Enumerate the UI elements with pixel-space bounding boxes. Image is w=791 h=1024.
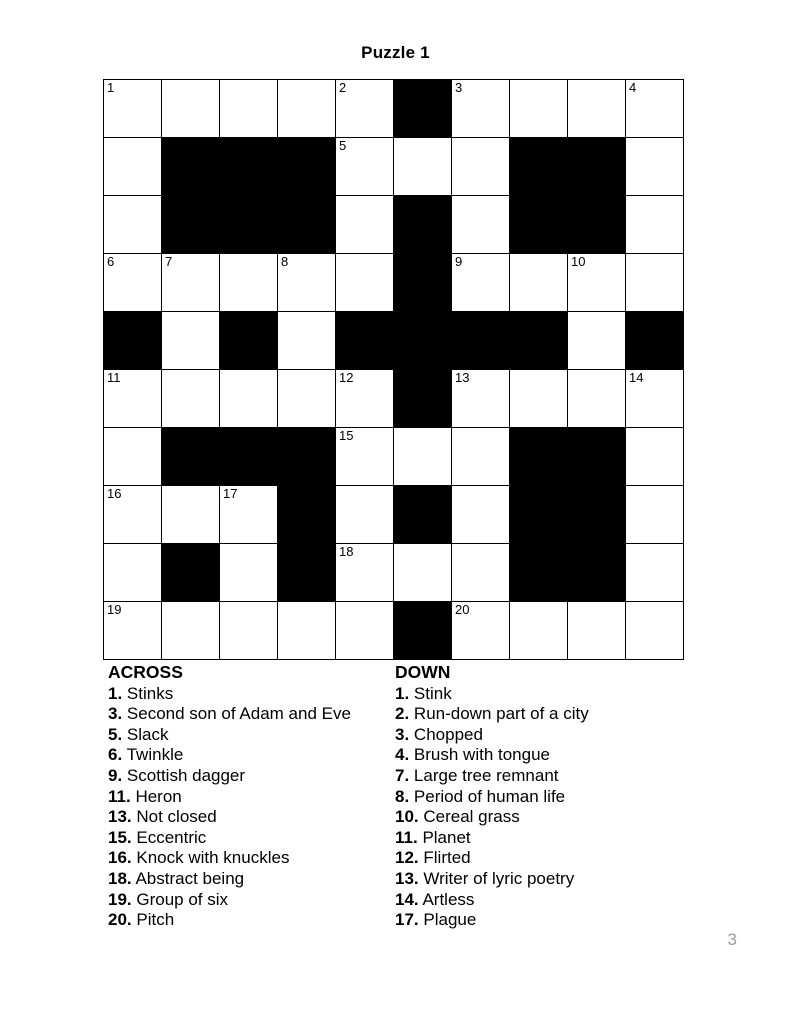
clue-item bbox=[395, 910, 695, 931]
grid-cell[interactable] bbox=[336, 602, 394, 660]
clue-text: Planet bbox=[422, 827, 471, 847]
grid-cell[interactable] bbox=[452, 428, 510, 486]
clue-number: 15. bbox=[108, 827, 132, 847]
grid-cell[interactable] bbox=[452, 486, 510, 544]
clue-text: Stinks bbox=[126, 683, 174, 703]
grid-cell-number: 10 bbox=[571, 254, 586, 269]
clue-number: 16. bbox=[108, 848, 132, 868]
grid-cell-number: 7 bbox=[165, 254, 173, 269]
grid-cell-block bbox=[162, 544, 220, 602]
grid-cell[interactable] bbox=[510, 254, 568, 312]
grid-cell[interactable] bbox=[510, 370, 568, 428]
clue-text: Heron bbox=[135, 786, 182, 806]
grid-cell[interactable] bbox=[452, 254, 510, 312]
grid-cell[interactable] bbox=[626, 544, 684, 602]
grid-cell-block bbox=[162, 138, 220, 196]
clue-text: Run-down part of a city bbox=[413, 704, 589, 724]
clue-item bbox=[395, 745, 695, 766]
grid-cell-number: 2 bbox=[339, 80, 347, 95]
clues-down-column bbox=[395, 662, 695, 931]
grid-cell[interactable] bbox=[452, 370, 510, 428]
page-title: Puzzle 1 bbox=[361, 43, 430, 62]
grid-cell-number: 9 bbox=[455, 254, 463, 269]
grid-cell-block bbox=[394, 254, 452, 312]
clue-number: 10. bbox=[395, 807, 419, 827]
grid-cell-block bbox=[220, 312, 278, 370]
clue-number: 1. bbox=[108, 683, 123, 703]
clue-item bbox=[108, 910, 393, 931]
grid-cell[interactable] bbox=[104, 486, 162, 544]
grid-cell[interactable] bbox=[162, 254, 220, 312]
grid-cell-block bbox=[394, 370, 452, 428]
clue-item bbox=[395, 787, 695, 808]
clue-text: Plague bbox=[423, 910, 477, 930]
clue-number: 20. bbox=[108, 910, 132, 930]
clue-text: Brush with tongue bbox=[413, 745, 551, 765]
clue-number: 5. bbox=[108, 724, 123, 744]
grid-cell[interactable] bbox=[162, 602, 220, 660]
grid-cell-block bbox=[510, 486, 568, 544]
grid-cell[interactable] bbox=[452, 80, 510, 138]
grid-cell[interactable] bbox=[336, 254, 394, 312]
clue-number: 7. bbox=[395, 765, 410, 785]
clue-number: 4. bbox=[395, 745, 410, 765]
grid-cell[interactable] bbox=[278, 254, 336, 312]
grid-row bbox=[104, 602, 684, 660]
grid-cell-number: 15 bbox=[339, 428, 354, 443]
grid-cell[interactable] bbox=[162, 486, 220, 544]
clue-number: 14. bbox=[395, 889, 419, 909]
clue-item bbox=[108, 807, 393, 828]
clue-text: Group of six bbox=[136, 889, 229, 909]
grid-row bbox=[104, 486, 684, 544]
clue-text: Not closed bbox=[136, 807, 217, 827]
grid-cell[interactable] bbox=[394, 544, 452, 602]
grid-cell-block bbox=[510, 312, 568, 370]
grid-cell[interactable] bbox=[336, 486, 394, 544]
clue-number: 18. bbox=[108, 868, 132, 888]
clue-text: Twinkle bbox=[126, 745, 184, 765]
clue-text: Abstract being bbox=[135, 868, 245, 888]
grid-cell-block bbox=[510, 196, 568, 254]
clue-number: 1. bbox=[395, 683, 410, 703]
clues-down-heading: DOWN bbox=[395, 662, 451, 682]
clue-item bbox=[395, 725, 695, 746]
grid-cell[interactable] bbox=[568, 254, 626, 312]
clue-number: 13. bbox=[395, 868, 419, 888]
grid-cell[interactable] bbox=[568, 312, 626, 370]
grid-cell-number: 8 bbox=[281, 254, 289, 269]
clue-item bbox=[108, 890, 393, 911]
grid-cell[interactable] bbox=[220, 370, 278, 428]
clue-number: 3. bbox=[395, 724, 410, 744]
clue-text: Writer of lyric poetry bbox=[423, 868, 575, 888]
clue-item bbox=[395, 848, 695, 869]
grid-cell[interactable] bbox=[626, 138, 684, 196]
clue-text: Stink bbox=[413, 683, 452, 703]
grid-cell[interactable] bbox=[626, 254, 684, 312]
grid-cell[interactable] bbox=[568, 80, 626, 138]
grid-cell-number: 11 bbox=[107, 370, 121, 385]
clues-across-list bbox=[108, 684, 393, 931]
grid-cell[interactable] bbox=[104, 254, 162, 312]
grid-cell-block bbox=[394, 486, 452, 544]
grid-cell[interactable] bbox=[162, 80, 220, 138]
clue-text: Slack bbox=[126, 724, 169, 744]
clue-text: Chopped bbox=[413, 724, 483, 744]
grid-cell-block bbox=[568, 544, 626, 602]
grid-cell[interactable] bbox=[220, 486, 278, 544]
clue-number: 11. bbox=[108, 786, 131, 806]
clue-item bbox=[395, 766, 695, 787]
grid-cell[interactable] bbox=[220, 80, 278, 138]
clue-item bbox=[395, 704, 695, 725]
clue-item bbox=[395, 890, 695, 911]
grid-cell[interactable] bbox=[104, 80, 162, 138]
grid-cell[interactable] bbox=[104, 196, 162, 254]
clue-text: Scottish dagger bbox=[126, 765, 246, 785]
grid-cell[interactable] bbox=[626, 80, 684, 138]
grid-cell[interactable] bbox=[452, 602, 510, 660]
clue-item bbox=[395, 828, 695, 849]
clue-text: Flirted bbox=[423, 848, 471, 868]
clue-text: Large tree remnant bbox=[413, 765, 559, 785]
grid-cell-number: 20 bbox=[455, 602, 470, 617]
clue-item bbox=[108, 787, 393, 808]
clue-item bbox=[108, 828, 393, 849]
grid-cell[interactable] bbox=[626, 486, 684, 544]
grid-cell[interactable] bbox=[452, 138, 510, 196]
grid-cell-block bbox=[568, 138, 626, 196]
grid-cell-block bbox=[220, 138, 278, 196]
crossword-grid[interactable] bbox=[103, 79, 684, 660]
clue-item bbox=[108, 704, 393, 725]
clues-across-column bbox=[108, 662, 393, 931]
clue-text: Period of human life bbox=[413, 786, 566, 806]
clue-number: 3. bbox=[108, 704, 123, 724]
grid-cell-block bbox=[278, 196, 336, 254]
grid-cell-block bbox=[452, 312, 510, 370]
clue-number: 13. bbox=[108, 807, 132, 827]
grid-cell[interactable] bbox=[626, 428, 684, 486]
grid-cell-block bbox=[162, 428, 220, 486]
clues-across-heading: ACROSS bbox=[108, 662, 183, 682]
grid-cell[interactable] bbox=[278, 80, 336, 138]
grid-row bbox=[104, 544, 684, 602]
grid-cell[interactable] bbox=[394, 138, 452, 196]
grid-cell[interactable] bbox=[336, 138, 394, 196]
grid-cell-block bbox=[510, 138, 568, 196]
clue-number: 19. bbox=[108, 889, 132, 909]
grid-cell-block bbox=[568, 486, 626, 544]
grid-cell[interactable] bbox=[626, 196, 684, 254]
grid-cell[interactable] bbox=[568, 370, 626, 428]
grid-cell-block bbox=[510, 428, 568, 486]
grid-cell-block bbox=[568, 428, 626, 486]
grid-cell-block bbox=[104, 312, 162, 370]
grid-cell-block bbox=[394, 312, 452, 370]
grid-row bbox=[104, 428, 684, 486]
grid-cell-number: 3 bbox=[455, 80, 463, 95]
grid-cell[interactable] bbox=[336, 428, 394, 486]
clue-number: 9. bbox=[108, 765, 123, 785]
grid-cell[interactable] bbox=[162, 312, 220, 370]
grid-row bbox=[104, 370, 684, 428]
clue-number: 12. bbox=[395, 848, 419, 868]
clue-text: Artless bbox=[422, 889, 475, 909]
grid-cell-number: 18 bbox=[339, 544, 354, 559]
grid-cell-block bbox=[278, 486, 336, 544]
grid-cell-block bbox=[278, 428, 336, 486]
grid-cell[interactable] bbox=[278, 602, 336, 660]
grid-cell[interactable] bbox=[336, 80, 394, 138]
crossword-grid-table[interactable] bbox=[103, 79, 684, 660]
grid-cell-block bbox=[162, 196, 220, 254]
grid-cell[interactable] bbox=[220, 602, 278, 660]
clue-item bbox=[108, 684, 393, 705]
grid-row bbox=[104, 254, 684, 312]
clue-number: 6. bbox=[108, 745, 123, 765]
clue-item bbox=[108, 766, 393, 787]
grid-cell[interactable] bbox=[162, 370, 220, 428]
clue-number: 11. bbox=[395, 827, 418, 847]
grid-cell[interactable] bbox=[336, 544, 394, 602]
clues-down-list bbox=[395, 684, 695, 931]
grid-cell[interactable] bbox=[278, 370, 336, 428]
grid-cell-number: 19 bbox=[107, 602, 122, 617]
grid-cell[interactable] bbox=[220, 254, 278, 312]
grid-cell[interactable] bbox=[104, 428, 162, 486]
grid-cell[interactable] bbox=[104, 370, 162, 428]
grid-cell-block bbox=[220, 428, 278, 486]
grid-cell-number: 12 bbox=[339, 370, 354, 385]
clue-item bbox=[108, 745, 393, 766]
grid-cell[interactable] bbox=[452, 196, 510, 254]
clue-number: 2. bbox=[395, 704, 410, 724]
grid-cell-block bbox=[394, 602, 452, 660]
grid-cell-block bbox=[394, 196, 452, 254]
grid-cell[interactable] bbox=[626, 370, 684, 428]
clue-item bbox=[108, 725, 393, 746]
clue-text: Second son of Adam and Eve bbox=[126, 704, 351, 724]
grid-cell-block bbox=[220, 196, 278, 254]
grid-cell[interactable] bbox=[278, 312, 336, 370]
grid-cell[interactable] bbox=[104, 544, 162, 602]
clue-number: 8. bbox=[395, 786, 410, 806]
clue-text: Pitch bbox=[136, 910, 175, 930]
grid-cell[interactable] bbox=[104, 138, 162, 196]
grid-cell-number: 16 bbox=[107, 486, 122, 501]
grid-cell-block bbox=[336, 312, 394, 370]
crossword-grid-body bbox=[104, 80, 684, 660]
grid-row bbox=[104, 138, 684, 196]
grid-cell[interactable] bbox=[336, 196, 394, 254]
clue-item bbox=[395, 684, 695, 705]
grid-cell-number: 6 bbox=[107, 254, 115, 269]
clue-item bbox=[108, 848, 393, 869]
grid-cell-number: 4 bbox=[629, 80, 637, 95]
grid-cell-block bbox=[278, 138, 336, 196]
clue-item bbox=[395, 869, 695, 890]
grid-cell-number: 17 bbox=[223, 486, 238, 501]
grid-cell[interactable] bbox=[220, 544, 278, 602]
grid-cell[interactable] bbox=[452, 544, 510, 602]
grid-cell[interactable] bbox=[568, 602, 626, 660]
clue-item bbox=[395, 807, 695, 828]
grid-cell[interactable] bbox=[510, 602, 568, 660]
grid-cell-number: 1 bbox=[107, 80, 115, 95]
clue-number: 17. bbox=[395, 910, 419, 930]
grid-cell[interactable] bbox=[626, 602, 684, 660]
grid-cell-number: 14 bbox=[629, 370, 644, 385]
clue-text: Knock with knuckles bbox=[136, 848, 290, 868]
grid-row bbox=[104, 196, 684, 254]
grid-cell-number: 13 bbox=[455, 370, 470, 385]
grid-cell[interactable] bbox=[104, 602, 162, 660]
grid-cell-block bbox=[568, 196, 626, 254]
grid-cell-block bbox=[510, 544, 568, 602]
grid-cell-number: 5 bbox=[339, 138, 347, 153]
page-number: 3 bbox=[727, 930, 737, 949]
grid-row bbox=[104, 80, 684, 138]
grid-cell[interactable] bbox=[510, 80, 568, 138]
grid-cell-block bbox=[394, 80, 452, 138]
clue-text: Eccentric bbox=[136, 827, 207, 847]
grid-cell-block bbox=[278, 544, 336, 602]
grid-cell[interactable] bbox=[394, 428, 452, 486]
grid-cell[interactable] bbox=[336, 370, 394, 428]
grid-row bbox=[104, 312, 684, 370]
clue-item bbox=[108, 869, 393, 890]
clue-text: Cereal grass bbox=[423, 807, 520, 827]
grid-cell-block bbox=[626, 312, 684, 370]
